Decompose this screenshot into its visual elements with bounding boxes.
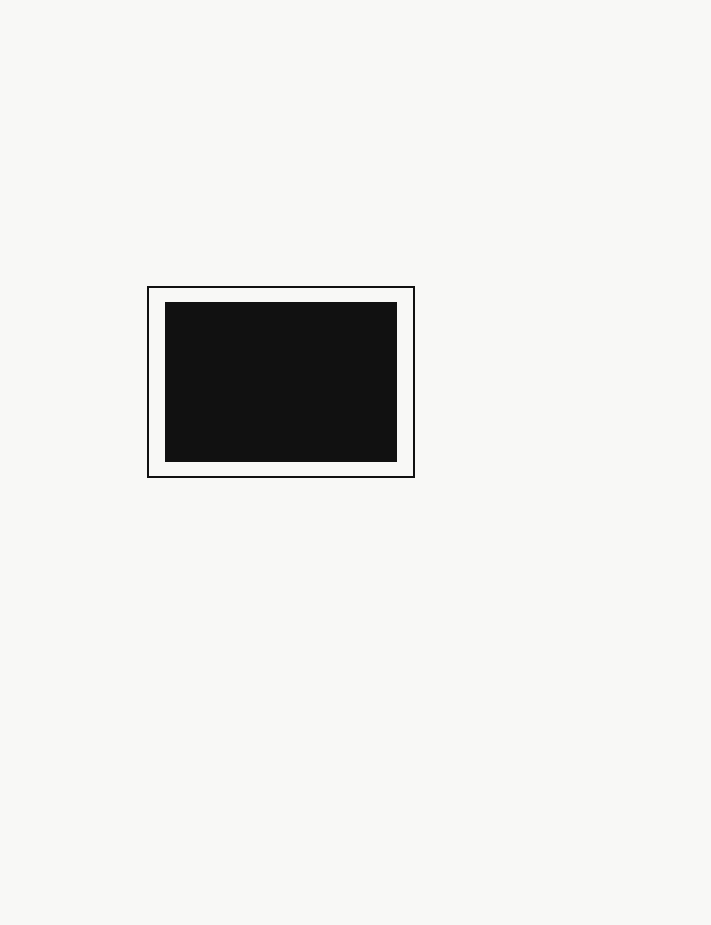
lace-ornament-illustration	[147, 286, 415, 478]
page-header	[145, 80, 595, 104]
